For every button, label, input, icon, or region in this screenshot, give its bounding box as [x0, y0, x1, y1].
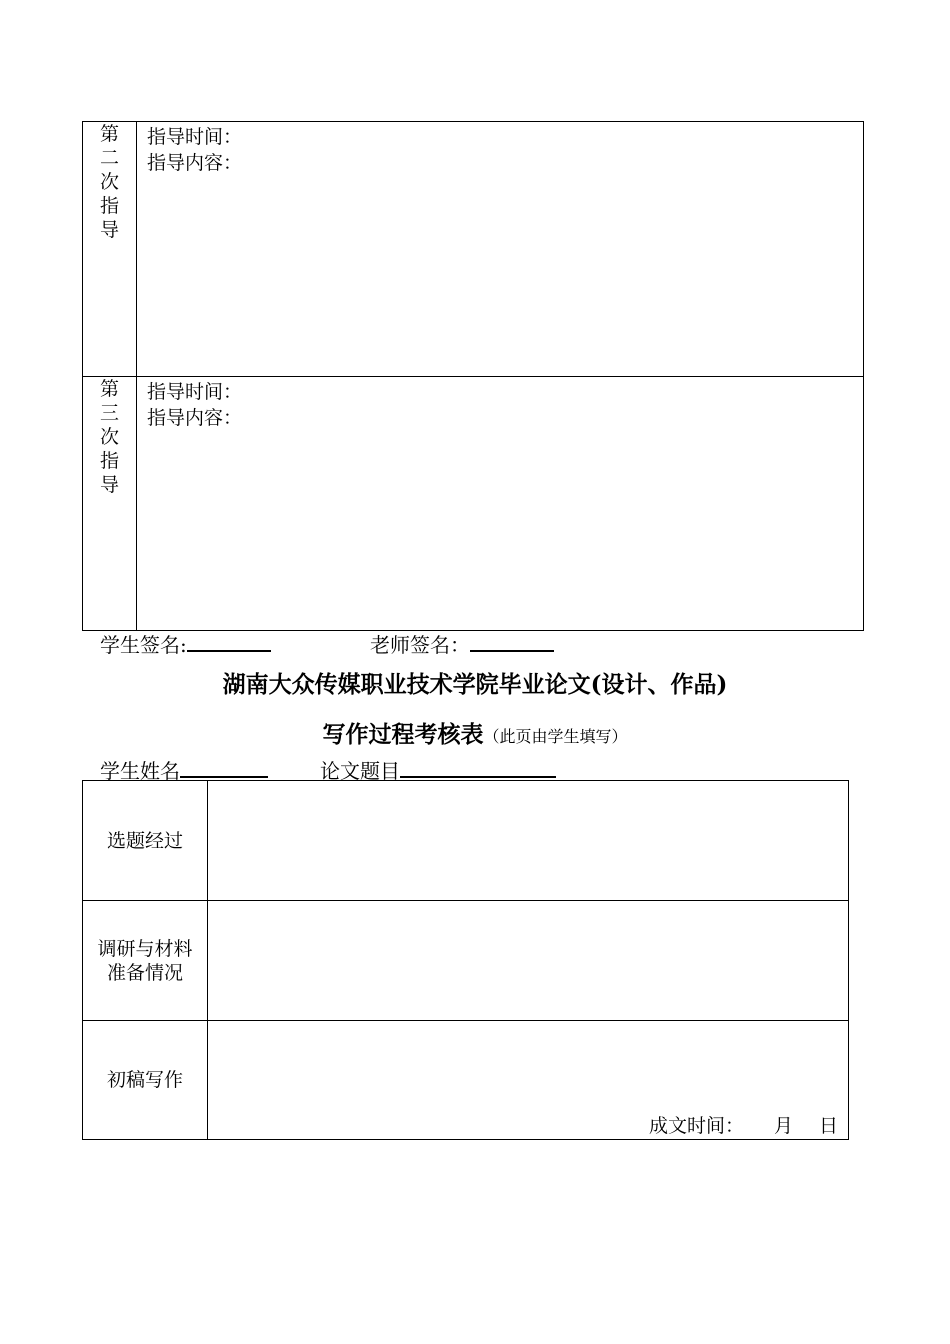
row-label-topic	[83, 781, 208, 901]
label-char: 第	[99, 123, 119, 145]
guidance-row-content-2[interactable]	[137, 122, 864, 377]
teacher-signature-label: 老师签名：	[370, 633, 470, 657]
row-label-text: 调研与材料准备情况	[97, 937, 193, 984]
label-char: 第	[99, 378, 119, 400]
student-signature-label: 学生签名:	[100, 633, 187, 657]
form-subtitle-note: （此页由学生填写）	[483, 727, 628, 746]
guidance-table	[82, 121, 864, 631]
guidance-time-label: 指导时间：	[147, 381, 243, 403]
row-label-text: 选题经过	[106, 829, 183, 852]
guidance-row-label-3	[83, 377, 137, 631]
guidance-row-content-3[interactable]	[137, 377, 864, 631]
student-name-line[interactable]	[180, 756, 268, 778]
label-char: 指	[99, 195, 119, 217]
label-char: 三	[99, 402, 119, 424]
guidance-time-label: 指导时间：	[147, 126, 243, 148]
label-char: 导	[99, 219, 119, 241]
row-content-draft[interactable]	[208, 1021, 849, 1140]
label-char: 导	[99, 474, 119, 496]
guidance-row-label-2	[83, 122, 137, 377]
form-subtitle	[0, 716, 950, 749]
teacher-signature-line[interactable]	[470, 630, 554, 652]
row-label-research	[83, 901, 208, 1021]
assessment-table	[82, 780, 849, 1140]
row-content-topic[interactable]	[208, 781, 849, 901]
row-label-text: 初稿写作	[106, 1069, 183, 1091]
completion-label: 成文时间：	[648, 1115, 744, 1137]
day-label: 日	[818, 1115, 838, 1137]
row-content-research[interactable]	[208, 901, 849, 1021]
guidance-content-label: 指导内容：	[147, 407, 243, 429]
student-name-label: 学生姓名	[100, 759, 180, 783]
thesis-title-label: 论文题目	[320, 759, 400, 783]
thesis-title-line[interactable]	[400, 756, 556, 778]
teacher-signature	[370, 630, 554, 658]
student-signature	[100, 630, 271, 658]
form-subtitle-text: 写作过程考核表	[322, 721, 484, 748]
month-label: 月	[773, 1115, 793, 1137]
guidance-content-label: 指导内容：	[147, 152, 243, 174]
form-title: 湖南大众传媒职业技术学院毕业论文(设计、作品)	[222, 671, 728, 698]
label-char: 指	[99, 450, 119, 472]
label-char: 次	[99, 171, 119, 193]
completion-date	[649, 1113, 838, 1139]
label-char: 二	[99, 147, 119, 169]
student-signature-line[interactable]	[187, 630, 271, 652]
row-label-draft	[83, 1021, 208, 1140]
label-char: 次	[99, 426, 119, 448]
